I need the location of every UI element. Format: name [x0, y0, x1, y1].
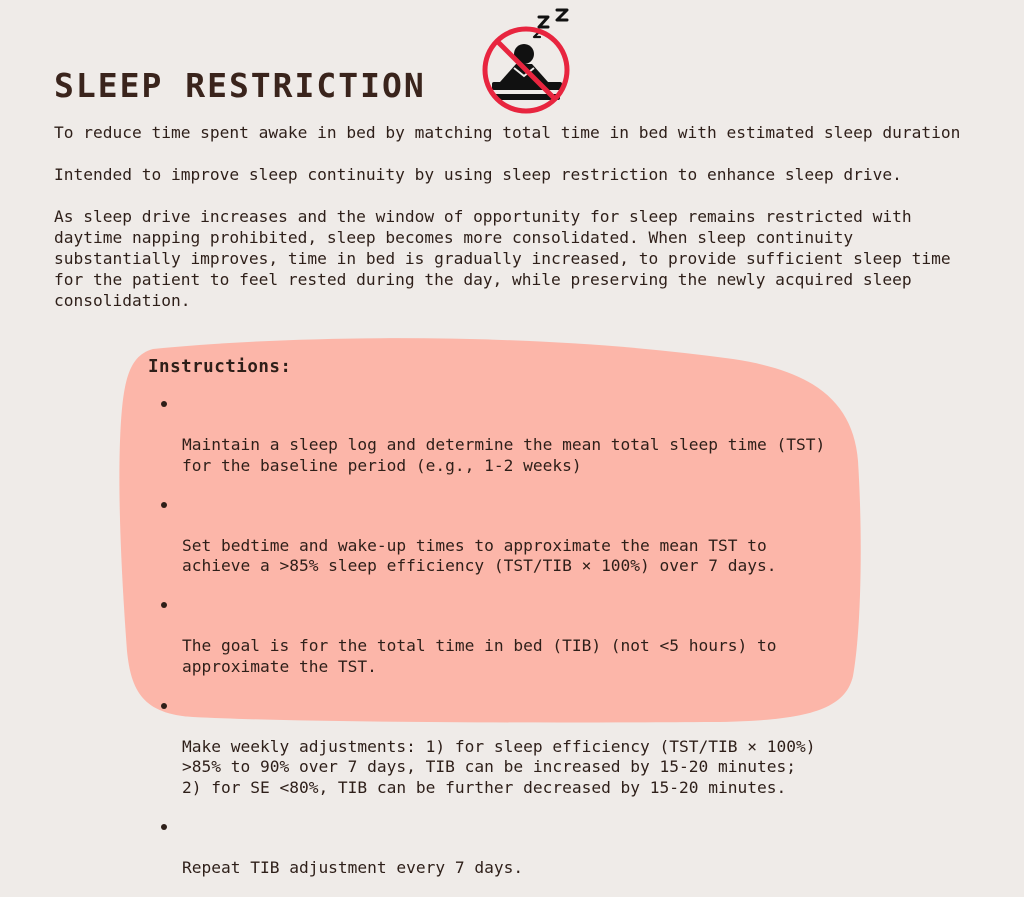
- bullet-icon: [161, 824, 167, 830]
- intro-paragraph: Intended to improve sleep continuity by using sleep restriction to enhance sleep drive.: [54, 165, 902, 184]
- list-item-text: Make weekly adjustments: 1) for sleep efficiency (TST/TIB × 100%) >85% to 90% over 7 days, TIB can be increased by 15-20 minutes; 2) for SE <80%, TIB can be further decreased by 15-20 minutes.: [182, 736, 816, 797]
- list-item: [148, 495, 828, 577]
- list-item-text: The goal is for the total time in bed (TIB) (not <5 hours) to approximate the TST.: [182, 636, 777, 676]
- instructions-list: [148, 394, 828, 878]
- list-item: [148, 394, 828, 476]
- bullet-icon: [161, 401, 167, 407]
- list-item: [148, 595, 828, 677]
- bullet-icon: [161, 602, 167, 608]
- intro-paragraph: To reduce time spent awake in bed by matching total time in bed with estimated sleep duration: [54, 123, 961, 142]
- page-title: SLEEP RESTRICTION: [54, 66, 426, 105]
- intro-paragraph: As sleep drive increases and the window of opportunity for sleep remains restricted with daytime napping prohibited, sleep becomes more consolidated. When sleep continuity substantially improves, time in bed is gradually increased, to provide sufficient sleep time for the patient to feel rested during the day, while preserving the newly acquired sleep consolidation.: [54, 207, 951, 310]
- intro-section: [54, 122, 974, 332]
- list-item: [148, 696, 828, 799]
- instructions-heading: Instructions:: [148, 357, 292, 377]
- bullet-icon: [161, 502, 167, 508]
- list-item: [148, 817, 828, 879]
- list-item-text: Repeat TIB adjustment every 7 days.: [182, 857, 524, 877]
- list-item-text: Set bedtime and wake-up times to approximate the mean TST to achieve a >85% sleep efficiency (TST/TIB × 100%) over 7 days.: [182, 535, 777, 575]
- list-item-text: Maintain a sleep log and determine the mean total sleep time (TST) for the baseline period (e.g., 1-2 weeks): [182, 435, 826, 475]
- instructions-card: [148, 357, 828, 897]
- bullet-icon: [161, 703, 167, 709]
- no-sleeping-icon: [476, 4, 576, 114]
